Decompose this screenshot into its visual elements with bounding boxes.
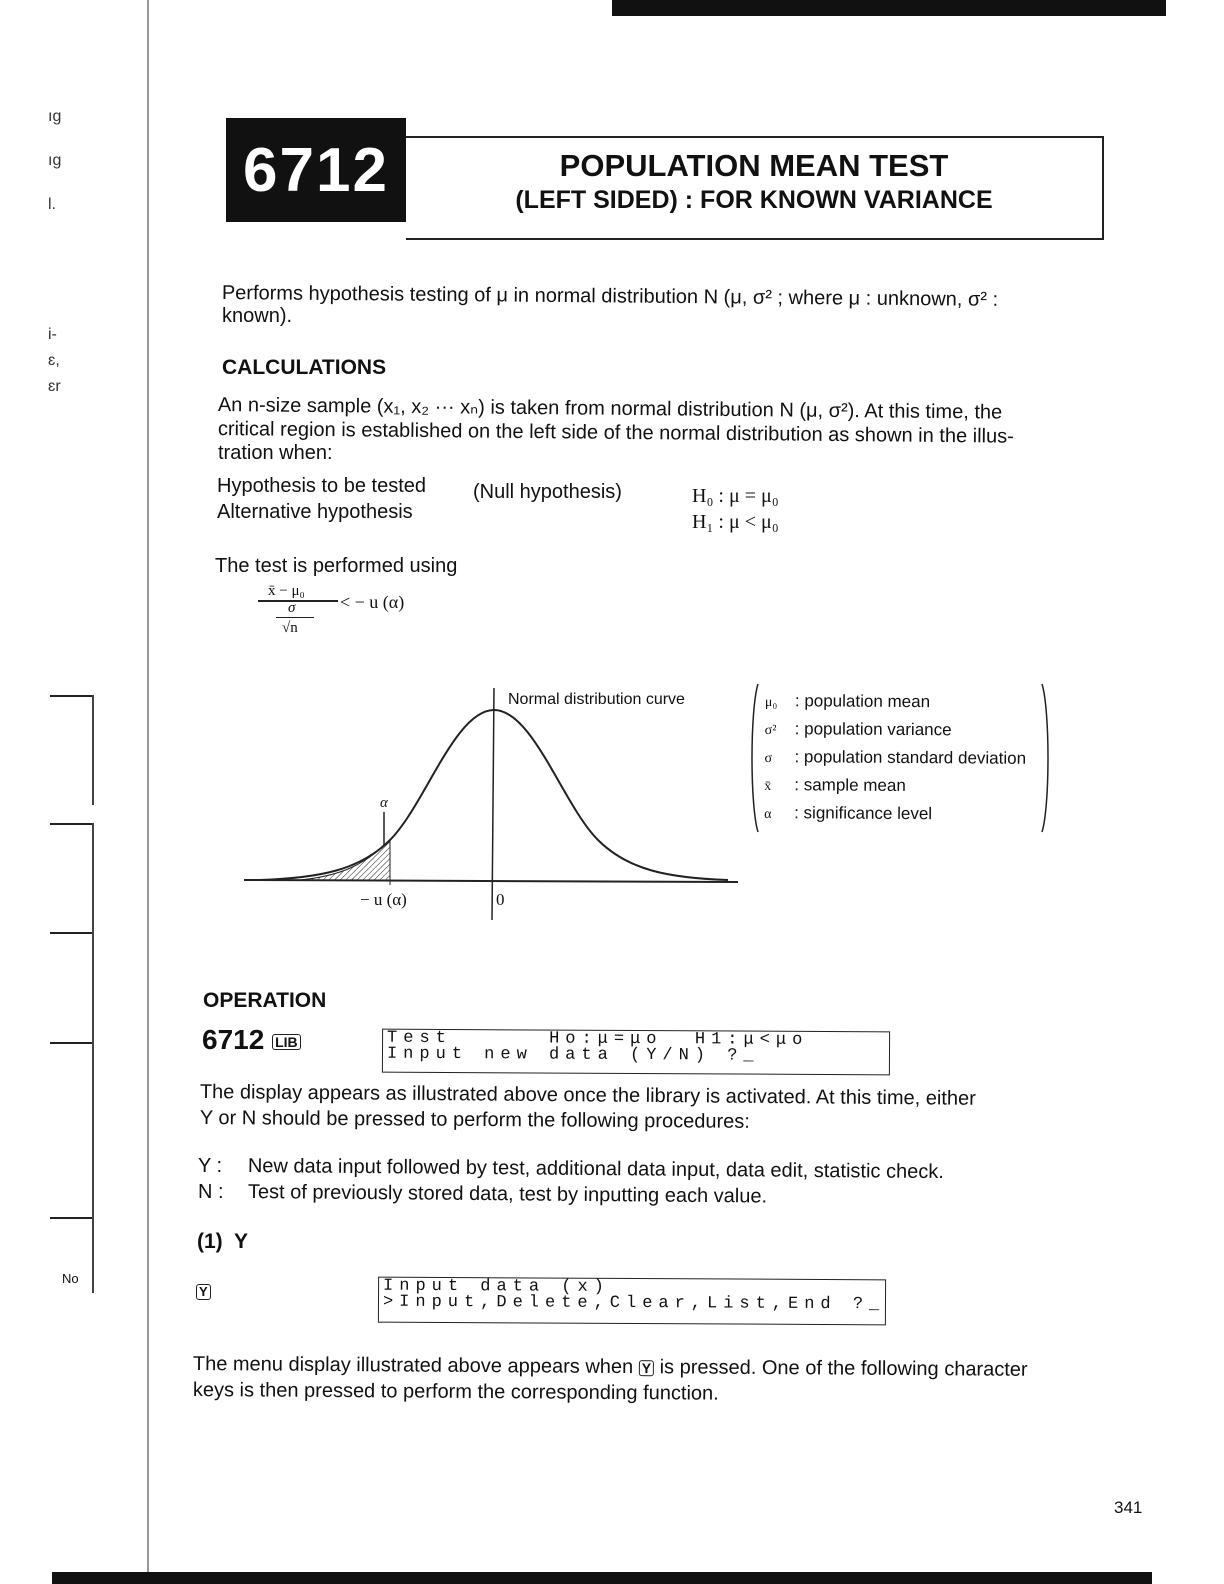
operation-para-line-2: Y or N should be pressed to perform the following procedures: (199, 1107, 750, 1133)
margin-no-label: No (62, 1271, 79, 1286)
margin-tab-line (50, 1217, 94, 1219)
lcd-line: Input data (x) (383, 1276, 610, 1297)
alt-hypothesis-label: Alternative hypothesis (217, 501, 413, 523)
critical-value-label: − u (α) (360, 890, 407, 909)
alpha-region (300, 840, 390, 880)
null-hypothesis-paren: (Null hypothesis) (473, 481, 622, 503)
operation-heading: OPERATION (203, 989, 327, 1012)
lcd-display-1 (382, 1029, 890, 1076)
margin-tab-line (50, 932, 94, 934)
y-key-icon: Y (196, 1284, 211, 1300)
test-statement: The test is performed using (215, 555, 458, 577)
legend (764, 688, 1027, 830)
menu-para-text-b: is pressed. One of the following character (659, 1356, 1028, 1381)
step-heading: (1) Y (197, 1230, 248, 1253)
margin-tab-line (92, 823, 94, 933)
top-edge-bar (612, 0, 1166, 16)
legend-item: α : significance level (764, 803, 933, 824)
margin-tab-line (92, 1217, 94, 1293)
legend-item: μ₀ : population mean (764, 691, 931, 712)
margin-fragment: ıg (48, 108, 62, 125)
calc-line-2: critical region is established on the left side of the normal distribution as shown in the illus- (217, 417, 1014, 448)
page-title: POPULATION MEAN TEST (559, 148, 949, 183)
formula-rhs: < − u (α) (340, 592, 405, 612)
margin-fragment: ɛr (48, 378, 61, 395)
bottom-edge-bar (52, 1572, 1152, 1584)
lcd-line: Test Ho:μ=μo H1:μ<μo (387, 1028, 809, 1050)
operation-number-text: 6712 (202, 1024, 265, 1055)
formula-fraction-bar (258, 600, 338, 602)
operation-para-line-1: The display appears as illustrated above once the library is activated. At this time, either (199, 1081, 976, 1110)
margin-fragment: i- (48, 326, 57, 343)
margin-tab-line (50, 823, 94, 825)
curve-label: Normal distribution curve (508, 691, 685, 708)
operation-number (202, 1024, 301, 1056)
null-hypothesis-label: Hypothesis to be tested (217, 475, 427, 497)
null-hypothesis-formula: H₀ : μ = μ₀ (692, 485, 779, 507)
legend-item: σ² : population variance (764, 719, 952, 740)
binding-line (147, 0, 149, 1584)
margin-tab-line (92, 695, 94, 805)
legend-item: σ : population standard deviation (764, 747, 1027, 768)
intro-line-2: known). (222, 305, 293, 327)
lib-key: LIB (272, 1034, 301, 1050)
margin-tab-line (92, 932, 94, 1042)
title-box (406, 136, 1104, 240)
legend-item: x̄ : sample mean (764, 775, 906, 795)
page-number: 341 (1114, 1498, 1143, 1517)
page-subtitle: (LEFT SIDED) : FOR KNOWN VARIANCE (515, 186, 993, 214)
calc-line-3: tration when: (218, 442, 333, 464)
formula-inner-bar (276, 617, 314, 618)
menu-para-line-2: keys is then pressed to perform the corresponding function. (192, 1379, 719, 1405)
n-option-text: Test of previously stored data, test by inputting each value. (247, 1181, 768, 1208)
margin-tab-line (50, 1042, 94, 1044)
alpha-label: α (380, 795, 388, 811)
y-option-key: Y : (198, 1155, 223, 1177)
y-key-inline: Y (639, 1360, 654, 1376)
menu-para-line-1 (193, 1352, 1028, 1382)
margin-tab-line (92, 1042, 94, 1217)
margin-fragment: ɛ, (48, 352, 60, 369)
calc-line-1: An n-size sample (x₁, x₂ ··· xₙ) is taken from normal distribution N (μ, σ²). At this time, the (217, 393, 1003, 424)
lcd-line: Input new data (Y/N) ?_ (386, 1044, 760, 1066)
formula-sqrt-n: √n (282, 620, 298, 636)
normal-distribution-chart (240, 680, 750, 930)
formula-numerator: x̄ − μ₀ (268, 583, 305, 599)
lcd-display-2 (378, 1277, 886, 1326)
intro-line-1: Performs hypothesis testing of μ in normal distribution N (μ, σ² ; where μ : unknown, σ² : (221, 281, 999, 311)
menu-para-text-a: The menu display illustrated above appears when (192, 1353, 634, 1379)
program-number-box: 6712 (226, 118, 406, 222)
alt-hypothesis-formula: H₁ : μ < μ₀ (692, 511, 779, 533)
formula-sigma: σ (288, 600, 296, 616)
n-option-key: N : (198, 1181, 224, 1203)
margin-fragment: l. (48, 196, 56, 213)
margin-fragment: ıg (48, 152, 62, 169)
zero-label: 0 (496, 890, 505, 909)
y-axis-line (492, 688, 494, 920)
lcd-line: >Input,Delete,Clear,List,End ?_ (382, 1292, 886, 1315)
y-option-text: New data input followed by test, additional data input, data edit, statistic check. (247, 1155, 944, 1184)
calculations-heading: CALCULATIONS (222, 356, 387, 379)
margin-tab-line (50, 695, 94, 697)
